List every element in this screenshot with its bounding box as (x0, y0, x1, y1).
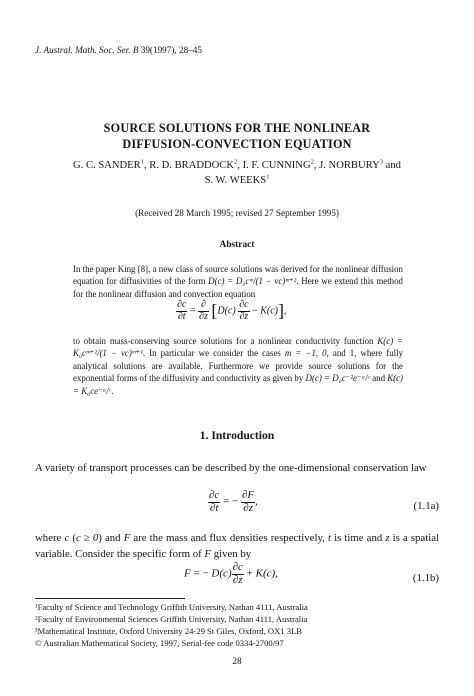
abstract-paragraph-1 (73, 263, 403, 300)
author-weeks: S. W. WEEKS (204, 175, 267, 186)
abstract-text: . (111, 385, 114, 396)
journal-volume: 39(1997), 28–45 (138, 45, 202, 55)
footnote-divider (35, 598, 185, 599)
footnote-2: ²Faculty of Environmental Sciences Griffith University, Nathan 4111, Australia (35, 614, 308, 624)
abstract-text: . In particular we consider the cases (142, 348, 285, 359)
equals-sign: = − (223, 495, 239, 508)
page-number: 28 (232, 657, 242, 667)
author-norbury: , J. NORBURY (313, 160, 380, 171)
affiliation-marker: 1 (140, 158, 144, 166)
diffusivity-term: D(c) (217, 305, 236, 317)
abstract-text: to obtain mass-conserving source solutions for a nonlinear conductivity function (73, 336, 378, 346)
affiliation-marker: 2 (234, 158, 238, 166)
abstract-equation (176, 300, 287, 322)
section-heading: 1. Introduction (199, 429, 275, 442)
inline-formula: D(c) = D₀cᵐ/(1 − νc)ᵐ⁺² (208, 276, 297, 287)
fraction: $\frac{\partial c}{\partial t}$ (177, 299, 187, 322)
equation-number-1-1a: (1.1a) (413, 500, 439, 512)
abstract-heading: Abstract (219, 240, 255, 250)
journal-citation (35, 45, 202, 55)
conductivity-term: K(c), (255, 567, 278, 580)
footnote-3: ³Mathematical Institute, Oxford University 24-29 St Giles, Oxford, OX1 3LB (35, 626, 303, 636)
plus-sign: + (246, 567, 253, 580)
received-dates: (Received 28 March 1995; revised 27 September 1995) (135, 208, 339, 218)
equals-sign: = − (193, 567, 209, 580)
fraction: $\frac{\partial c}{\partial z}$ (232, 561, 243, 586)
inline-formula: m = −1, 0, (284, 348, 329, 359)
punctuation: , (255, 495, 258, 508)
paper-title-line2: DIFFUSION-CONVECTION EQUATION (122, 137, 352, 151)
paper-title-line1: SOURCE SOLUTIONS FOR THE NONLINEAR (103, 121, 371, 135)
conductivity-term: K(c) (260, 305, 279, 317)
abstract-text: and 1, where fully analytical solutions are available. Furthermore we provide source solutions for the exponential forms of the diffusivity and conductivity as given by (73, 348, 404, 384)
abstract-text: In the paper King [8], a new class of source solutions was derived for the nonlinear diffusion equation for diffusivities of the form (73, 264, 403, 287)
fraction: $\frac{\partial F}{\partial z}$ (242, 489, 255, 514)
footnote-1: ¹Faculty of Science and Technology Griffith University, Nathan 4111, Australia (35, 602, 308, 612)
intro-paragraph-2: where c (c ≥ 0) and F are the mass and flux densities respectively, t is time and z is a spatial variable. Consider the specific form of F given by (35, 532, 440, 560)
author-sander: G. C. SANDER (73, 160, 141, 171)
bracket-close: ] (278, 300, 285, 321)
copyright-notice: © Australian Mathematical Society, 1997, Serial-fee code 0334-2700/97 (35, 638, 284, 648)
abstract-text: . Here we extend this method for the nonlinear diffusion and convection equation (73, 276, 403, 299)
punctuation: , (284, 305, 287, 317)
minus-sign: − (252, 305, 258, 317)
fraction: $\frac{\partial c}{\partial z}$ (239, 299, 249, 322)
affiliation-marker: 2 (310, 158, 314, 166)
fraction: $\frac{\partial}{\partial z}$ (199, 299, 208, 322)
author-cunning: , I. F. CUNNING (237, 160, 311, 171)
affiliation-marker: 3 (379, 158, 384, 166)
equation-1-1b (184, 562, 278, 586)
intro-paragraph-1: A variety of transport processes can be described by the one-dimensional conservation law (35, 462, 427, 474)
abstract-paragraph-2 (73, 335, 403, 397)
inline-formula: D(c) = D₀c⁻²e⁻ᵃ/ᶜ (305, 373, 370, 384)
inline-formula: K(c) = K₀cᵐ⁺²/(1 − νc)ᵐ⁺¹ (73, 336, 404, 359)
abstract-text: and (369, 373, 388, 384)
author-list-line1 (0, 160, 474, 171)
bracket-open: [ (211, 300, 218, 321)
flux-symbol: F (184, 567, 191, 580)
inline-formula: K(c) = K₀ce⁻ᵃ/ᶜ (73, 373, 404, 396)
fraction: $\frac{\partial c}{\partial t}$ (209, 489, 220, 514)
affiliation-marker: 1 (266, 173, 270, 181)
author-list-line2 (0, 175, 474, 186)
journal-name: J. Austral. Math. Soc. Ser. B (35, 45, 139, 55)
equation-number-1-1b: (1.1b) (412, 572, 439, 584)
author-conjunction: and (383, 160, 401, 171)
equation-1-1a (208, 490, 258, 514)
author-braddock: , R. D. BRADDOCK (143, 160, 235, 171)
equals-sign: = (189, 305, 196, 317)
diffusivity-term: D(c) (211, 567, 232, 580)
